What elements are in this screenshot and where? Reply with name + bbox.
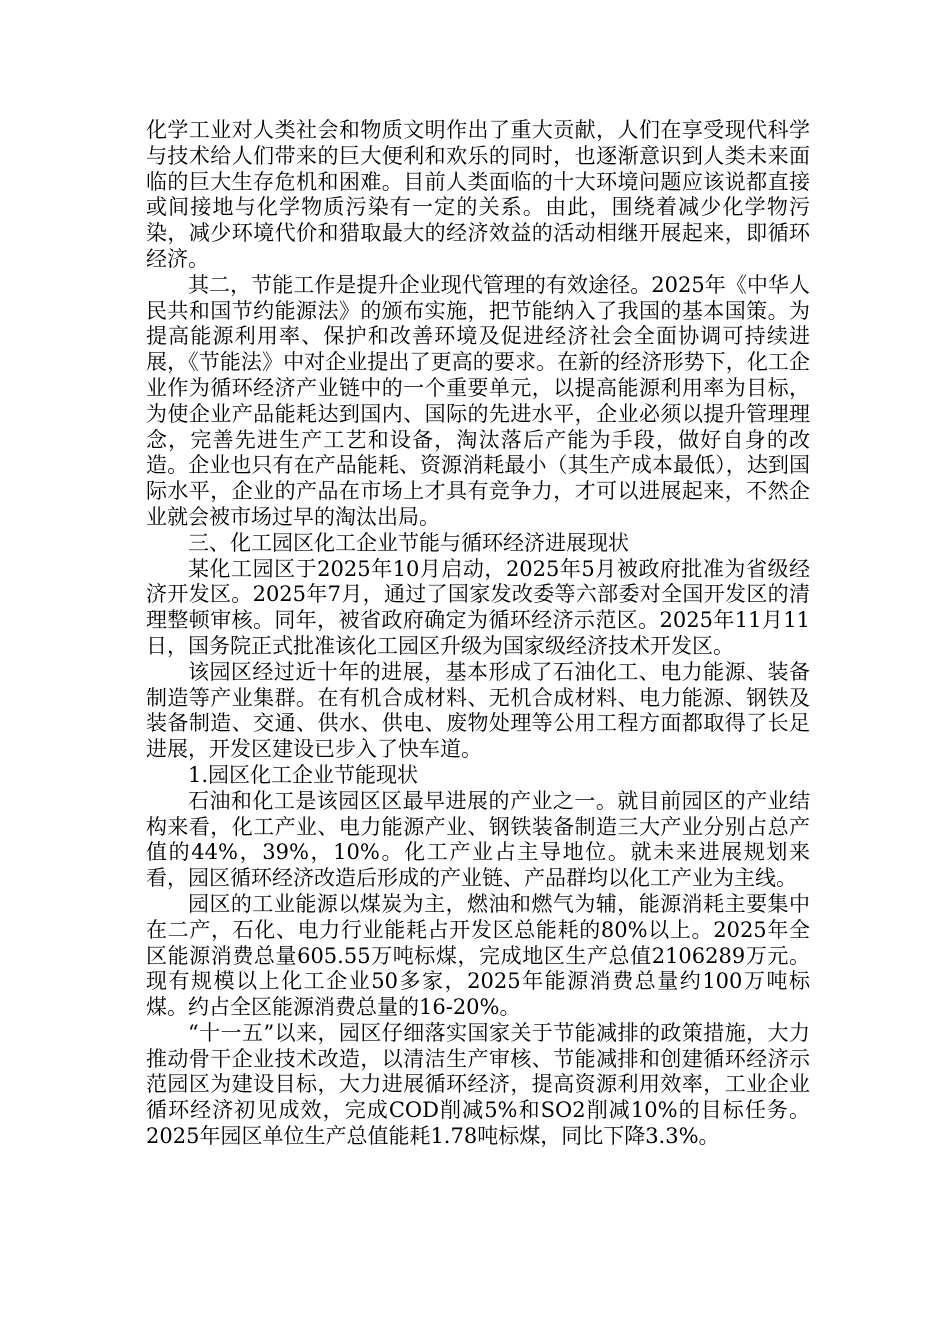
body-paragraph: 化学工业对人类社会和物质文明作出了重大贡献，人们在享受现代科学与技术给人们带来的巨大便利和欢乐的同时，也逐渐意识到人类未来面临的巨大生存危机和困难。目前人类面临的十大环境问题应该说都直接或间接地与化学物质污染有一定的关系。由此，围绕着减少化学物污染，减少环境代价和猎取最大的经济效益的活动相继开展起来，即循环经济。: [146, 118, 810, 271]
body-paragraph: 园区的工业能源以煤炭为主，燃油和燃气为辅，能源消耗主要集中在二产，石化、电力行业能耗占开发区总能耗的80%以上。2025年全区能源消费总量605.55万吨标煤，完成地区生产总值2106289万元。现有规模以上化工企业50多家，2025年能源消费总量约100万吨标煤。约占全区能源消费总量的16-20%。: [146, 891, 810, 1020]
body-paragraph: 其二，节能工作是提升企业现代管理的有效途径。2025年《中华人民共和国节约能源法》的颁布实施，把节能纳入了我国的基本国策。为提高能源利用率、保护和改善环境及促进经济社会全面协调可持续进展，《节能法》中对企业提出了更高的要求。在新的经济形势下，化工企业作为循环经济产业链中的一个重要单元，以提高能源利用率为目标，为使企业产品能耗达到国内、国际的先进水平，企业必须以提升管理理念，完善先进生产工艺和设备，淘汰落后产能为手段，做好自身的改造。企业也只有在产品能耗、资源消耗最小（其生产成本最低），达到国际水平，企业的产品在市场上才具有竞争力，才可以进展起来，不然企业就会被市场过早的淘汰出局。: [146, 272, 810, 529]
body-paragraph: 石油和化工是该园区区最早进展的产业之一。就目前园区的产业结构来看，化工产业、电力能源产业、钢铁装备制造三大产业分别占总产值的44%，39%，10%。化工产业占主导地位。就未来进展规划来看，园区循环经济改造后形成的产业链、产品群均以化工产业为主线。: [146, 788, 810, 891]
subsection-heading: 1.园区化工企业节能现状: [188, 762, 419, 787]
body-paragraph: “十一五”以来，园区仔细落实国家关于节能减排的政策措施，大力推动骨干企业技术改造，以清洁生产审核、节能减排和创建循环经济示范园区为建设目标，大力进展循环经济，提高资源利用效率，工业企业循环经济初见成效，完成COD削减5%和SO2削减10%的目标任务。2025年园区单位生产总值能耗1.78吨标煤，同比下降3.3%。: [146, 1020, 810, 1149]
body-paragraph: 某化工园区于2025年10月启动，2025年5月被政府批准为省级经济开发区。2025年7月，通过了国家发改委等六部委对全国开发区的清理整顿审核。同年，被省政府确定为循环经济示范区。2025年11月11日，国务院正式批准该化工园区升级为国家级经济技术开发区。: [146, 556, 810, 658]
body-paragraph: 该园区经过近十年的进展，基本形成了石油化工、电力能源、装备制造等产业集群。在有机合成材料、无机合成材料、电力能源、钢铁及装备制造、交通、供水、供电、废物处理等公用工程方面都取得了长足进展，开发区建设已步入了快车道。: [146, 659, 810, 762]
document-page: [146, 118, 810, 1150]
section-heading: 三、化工园区化工企业节能与循环经济进展现状: [188, 530, 629, 555]
